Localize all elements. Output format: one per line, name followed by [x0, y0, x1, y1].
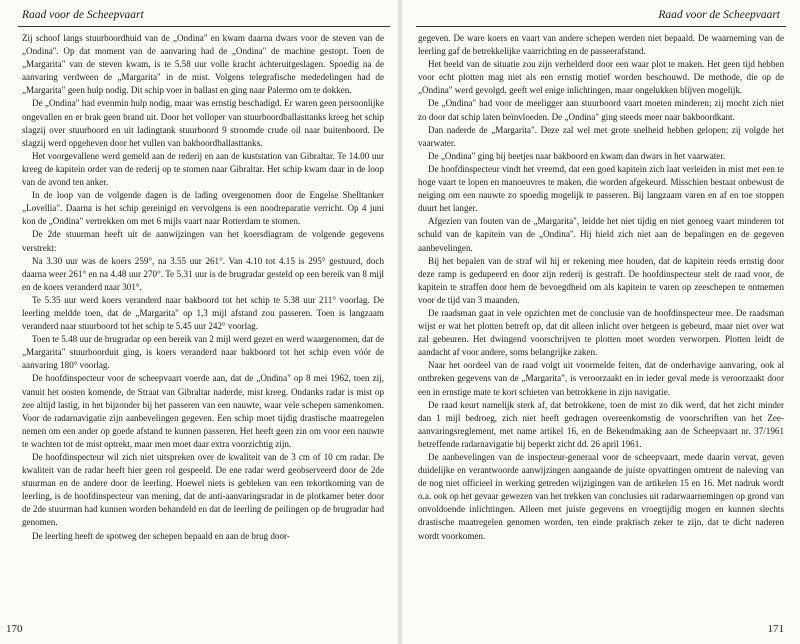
left-page	[0, 0, 398, 644]
paragraph: Bij het bepalen van de straf wil hij er rekening mee houden, dat de kapitein reeds ernstig door deze ramp is gedupeerd en door zijn rederij is gestraft. De hoofdinspecteur stelt de raad voor, de kapitein te straffen door hem de bevoegdheid om als kapitein te varen op zeeschepen te ontnemen voor de tijd van 3 maanden.	[418, 255, 784, 305]
header-rule-right	[416, 26, 786, 27]
running-header-left: Raad voor de Scheepvaart	[22, 9, 144, 21]
paragraph: De raad keurt namelijk sterk af, dat betrokkene, toen de mist zo dik werd, dat het zicht minder dan 1 mijl bedroeg, zich niet heeft gedragen overeenkomstig de voorschriften van het Zee-aanvaringsreglement, met name artikel 16, en de Bekendmaking aan de Scheepvaart nr. 37/1961 betreffende radarnavigatie bij beperkt zicht dd. 26 april 1961.	[418, 399, 784, 449]
header-rule-left	[18, 26, 390, 27]
paragraph: De „Ondina" ging bij beetjes naar bakboord en kwam dan dwars in het vaarwater.	[428, 150, 726, 161]
paragraph: De „Ondina" had voor de meeligger aan stuurboord vaart moeten minderen; zij mocht zich niet zo door dat schip laten beïnvloeden. De „Ondina" ging steeds meer naar bakboordkant.	[418, 98, 784, 122]
paragraph: gegeven. De ware koers en vaart van andere schepen werden niet bepaald. De waarneming van de leerling gaf de betrekkelijke vaarrichting en de passeerafstand.	[418, 33, 784, 57]
paragraph: Te 5.35 uur werd koers veranderd naar bakboord tot het schip te 5.38 uur 211° voorlag. De leerling meldde toen, dat de „Margarita" op 1,3 mijl afstand zou passeren. Toen is langzaam veranderd naar stuurboord tot het schip te 5.45 uur 242° voorlag.	[22, 294, 384, 332]
paragraph: Toen te 5.48 uur de brugradar op een bereik van 2 mijl werd gezet en werd waargenomen, dat de „Margarita" stuurboorduit ging, is koers veranderd naar bakboord tot het schip even vóór de aanvaring 180° voorlag.	[22, 334, 384, 371]
paragraph: De 2de stuurman heeft uit de aanwijzingen van het koersdiagram de volgende gegevens verstrekt:	[22, 229, 384, 253]
paragraph: De raadsman gaat in vele opzichten met de conclusie van de hoofdinspecteur mee. De raadsman wijst er wat het plotten betreft op, dat dit alleen inlicht over hetgeen is gebeurd, maar niet over wat zal gebeuren. Het dwingend voorschrijven te plotten moet worden verworpen. Plotten leidt de aandacht af voor andere, soms belangrijke zaken.	[418, 307, 784, 358]
paragraph: Afgezien van fouten van de „Margarita", leidde het niet tijdig en niet genoeg vaart minderen tot schuld van de kapitein van de „Ondina". Hij hield zich niet aan de bepalingen en de gegeven aanbevelingen.	[418, 216, 784, 253]
page-number-left: 170	[6, 623, 23, 635]
paragraph: De „Ondina" had evenmin hulp nodig, maar was ernstig beschadigd. Er waren geen persoonlijke ongevallen en er brak geen brand uit. Door het volloper van stuurboordballasttanks kreeg het schip slagzij over stuurboord en uit ladingtank stuurboord 9 stroomde crude oil naar buitenboord. De slagzij werd opgeheven door het vullen van bakboordballasttanks.	[22, 98, 384, 148]
paragraph: De hoofdinspecteur voor de scheepvaart voerde aan, dat de „Ondina" op 8 mei 1962, toen zij, vanuit het oosten komende, de Straat van Gibraltar naderde, mist kreeg. Ondanks radar is mist op zee altijd lastig, in het bijzonder bij het passeren van een nauwte, waar vele schepen samenkomen. Voor de radarnavigatie zijn aanbevelingen gegeven. Een schip moet tijdig drastische maatregelen nemen om een ander op goede afstand te kunnen passeren. Het heeft geen zin om voor een nauwte te wachten tot de mist optrekt, maar men moet daar extra voorzichtig zijn.	[22, 373, 384, 449]
paragraph: In de loop van de volgende dagen is de lading overgenomen door de Engelse Shelltanker „Lovellia". Daarna is het schip gereinigd en vervolgens is een noodreparatie verricht. Op 4 juni kon de „Ondina" vertrekken om met 6 mijls vaart naar Rotterdam te stomen.	[22, 190, 384, 227]
paragraph: Dan naderde de „Margarita". Deze zal wel met grote snelheid hebben gelopen; zij volgde het vaarwater.	[418, 124, 784, 148]
paragraph: De hoofdinspecteur vindt het vreemd, dat een goed kapitein zich laat verleiden in mist met een te hoge vaart te lopen en manoeuvres te maken, die worden afgekeurd. Misschien bestaat onbewust de neiging om een nauwte zo spoedig mogelijk te passeren. Bij langzaam varen en af en toe stoppen duurt het langer.	[418, 163, 784, 214]
paragraph: De aanbevelingen van de inspecteur-generaal voor de scheepvaart, mede daarin vervat, geven duidelijke en verantwoorde aanwijzingen aangaande de juiste opvattingen omtrent de naleving van de nog niet officieel in werking getreden wijzigingen van de artikelen 15 en 16. Met nadruk wordt o.a. ook op het gevaar gewezen van het trekken van conclusies uit radarwaarnemingen op grond van onvoldoende inlichtingen. Alleen met juiste gegevens en vroegtijdig mogen en kunnen slechts drastische maatregelen genomen worden, ten einde praktisch zeker te zijn, dat te dicht naderen wordt voorkomen.	[418, 452, 784, 541]
paragraph: Zij schoof langs stuurboordhuid van de „Ondina" en kwam daarna dwars voor de steven van de „Ondina". Op dat moment van de aanvaring had de „Ondina" de machine gestopt. Toen de „Margarita" van de steven kwam, is te 5.58 uur volle kracht achteruitgeslagen. Spoedig na de aanvaring verdween de „Margarita" in de mist. Volgens telegrafische mededelingen had de „Margarita" geen hulp nodig. Dit schip voer in ballast en ging naar Palermo om te dokken.	[22, 33, 384, 96]
paragraph: Het voorgevallene werd gemeld aan de rederij en aan de kuststation van Gibraltar. Te 14.00 uur kreeg de kapitein order van de rederij op te stomen naar Gibraltar. Het schip kwam daar in de loop van de avond ten anker.	[22, 150, 384, 188]
running-header-right: Raad voor de Scheepvaart	[658, 9, 780, 21]
right-page	[402, 0, 800, 644]
paragraph: Na 3.30 uur was de koers 259°, na 3.55 uur 261°. Van 4.10 tot 4.15 is 295° gestuurd, doch daarna weer 261° en na 4.48 uur 270°. Te 5.31 uur is de brugradar gesteld op een bereik van 8 mijl en de koers veranderd naar 301°.	[22, 255, 384, 292]
paragraph: De leerling heeft de spotweg der schepen bepaald en aan de brug door-	[32, 530, 290, 541]
page-number-right: 171	[767, 623, 784, 635]
paragraph: De hoofdinspecteur wil zich niet uitspreken over de kwaliteit van de 3 cm of 10 cm radar. De kwaliteit van de radar heeft hier geen rol gespeeld. De ene radar werd geobserveerd door de 2de stuurman en de andere door de leerling. Hoewel niets is gebleken van een tekortkoming van de leerling, is de hoofdinspecteur van mening, dat de anti-aanvaringsradar in de plotkamer beter door de 2de stuurman had kunnen worden behandeld en dat de leerling de peilingen op de brugradar had genomen.	[22, 452, 384, 528]
paragraph: Naar het oordeel van de raad volgt uit voormelde feiten, dat de onderhavige aanvaring, ook al ontbreken gegevens van de „Margarita", is veroorzaakt en in ieder geval mede is veroorzaakt door een in ernstige mate te kort schieten van betrokkene in zijn navigatie.	[418, 360, 784, 397]
left-page-body	[22, 32, 384, 543]
right-page-body	[418, 32, 784, 543]
paragraph: Het beeld van de situatie zou zijn verhelderd door een waar plot te maken. Het geen tijd hebben voor echt plotten mag niet als een ernstig motief worden beschouwd. De methode, die op de „Ondina" werd gevolgd, geeft wel enige inlichtingen, maar ongelukken blijven mogelijk.	[418, 59, 784, 96]
